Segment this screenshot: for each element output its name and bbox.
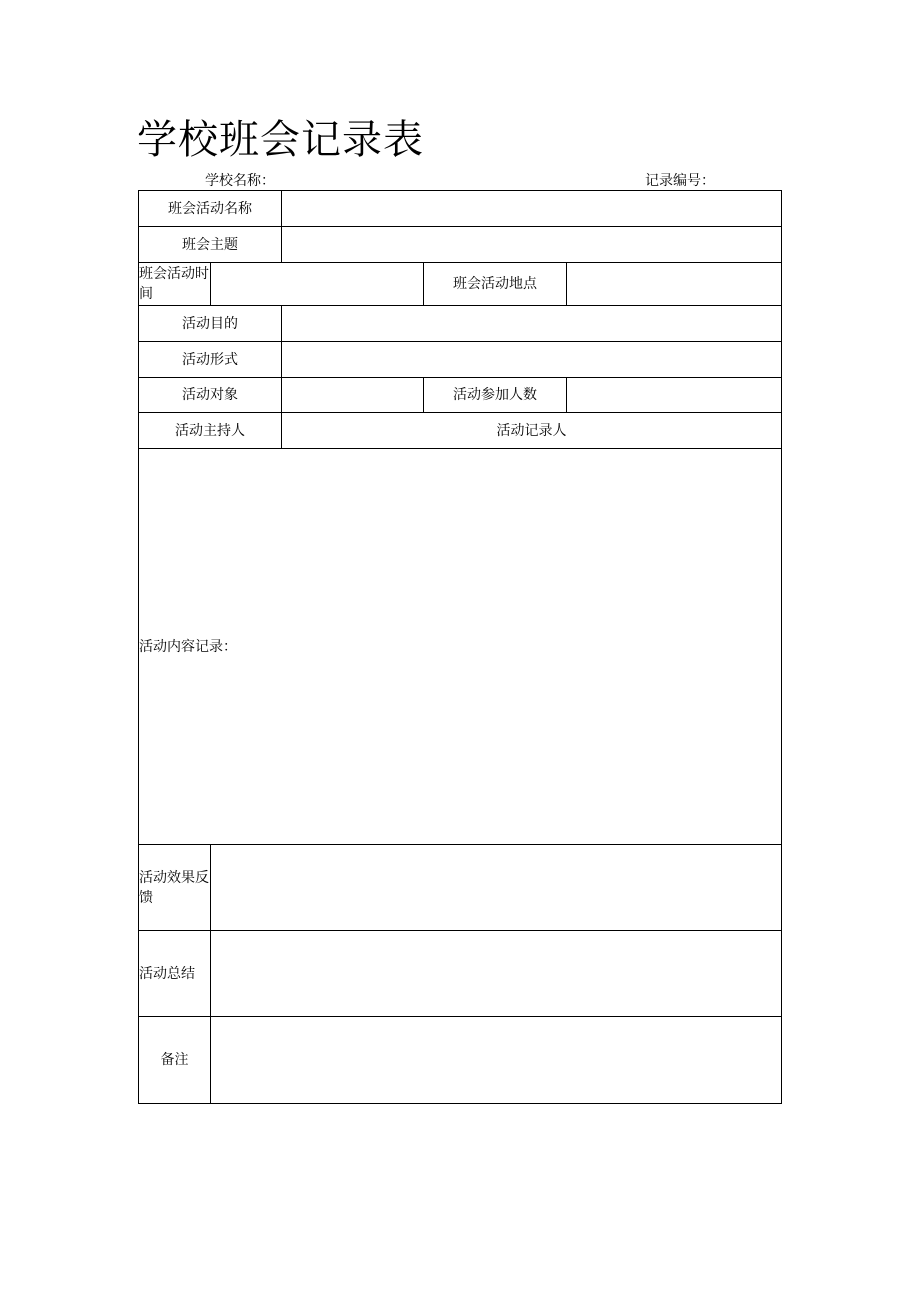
time-label: 班会活动时间 [139,263,211,306]
theme-field[interactable] [282,227,782,263]
feedback-label: 活动效果反馈 [139,845,211,931]
row-purpose [139,306,782,342]
recorder-label: 活动记录人 [282,413,782,449]
row-target-participants [139,378,782,413]
remarks-field[interactable] [211,1017,782,1104]
purpose-field[interactable] [282,306,782,342]
row-host-recorder [139,413,782,449]
row-feedback [139,845,782,931]
row-time-location [139,263,782,306]
row-activity-name [139,191,782,227]
record-number-label: 记录编号： [645,173,715,189]
row-summary [139,931,782,1017]
purpose-label: 活动目的 [139,306,282,342]
format-field[interactable] [282,342,782,378]
remarks-label: 备注 [139,1017,211,1104]
location-field[interactable] [567,263,782,306]
target-label: 活动对象 [139,378,282,413]
row-format [139,342,782,378]
time-field[interactable] [211,263,424,306]
target-field[interactable] [282,378,424,413]
content-record-field[interactable] [139,449,782,845]
summary-label: 活动总结 [139,931,211,1017]
location-label: 班会活动地点 [424,263,567,306]
theme-label: 班会主题 [139,227,282,263]
host-label: 活动主持人 [139,413,282,449]
activity-name-label: 班会活动名称 [139,191,282,227]
school-name-label: 学校名称： [205,173,275,189]
row-remarks [139,1017,782,1104]
meeting-record-form [138,190,782,1104]
format-label: 活动形式 [139,342,282,378]
row-theme [139,227,782,263]
participants-field[interactable] [567,378,782,413]
feedback-field[interactable] [211,845,782,931]
summary-field[interactable] [211,931,782,1017]
row-content-record [139,449,782,845]
page-title: 学校班会记录表 [137,117,424,163]
activity-name-field[interactable] [282,191,782,227]
participants-label: 活动参加人数 [424,378,567,413]
content-record-label: 活动内容记录： [139,638,237,655]
